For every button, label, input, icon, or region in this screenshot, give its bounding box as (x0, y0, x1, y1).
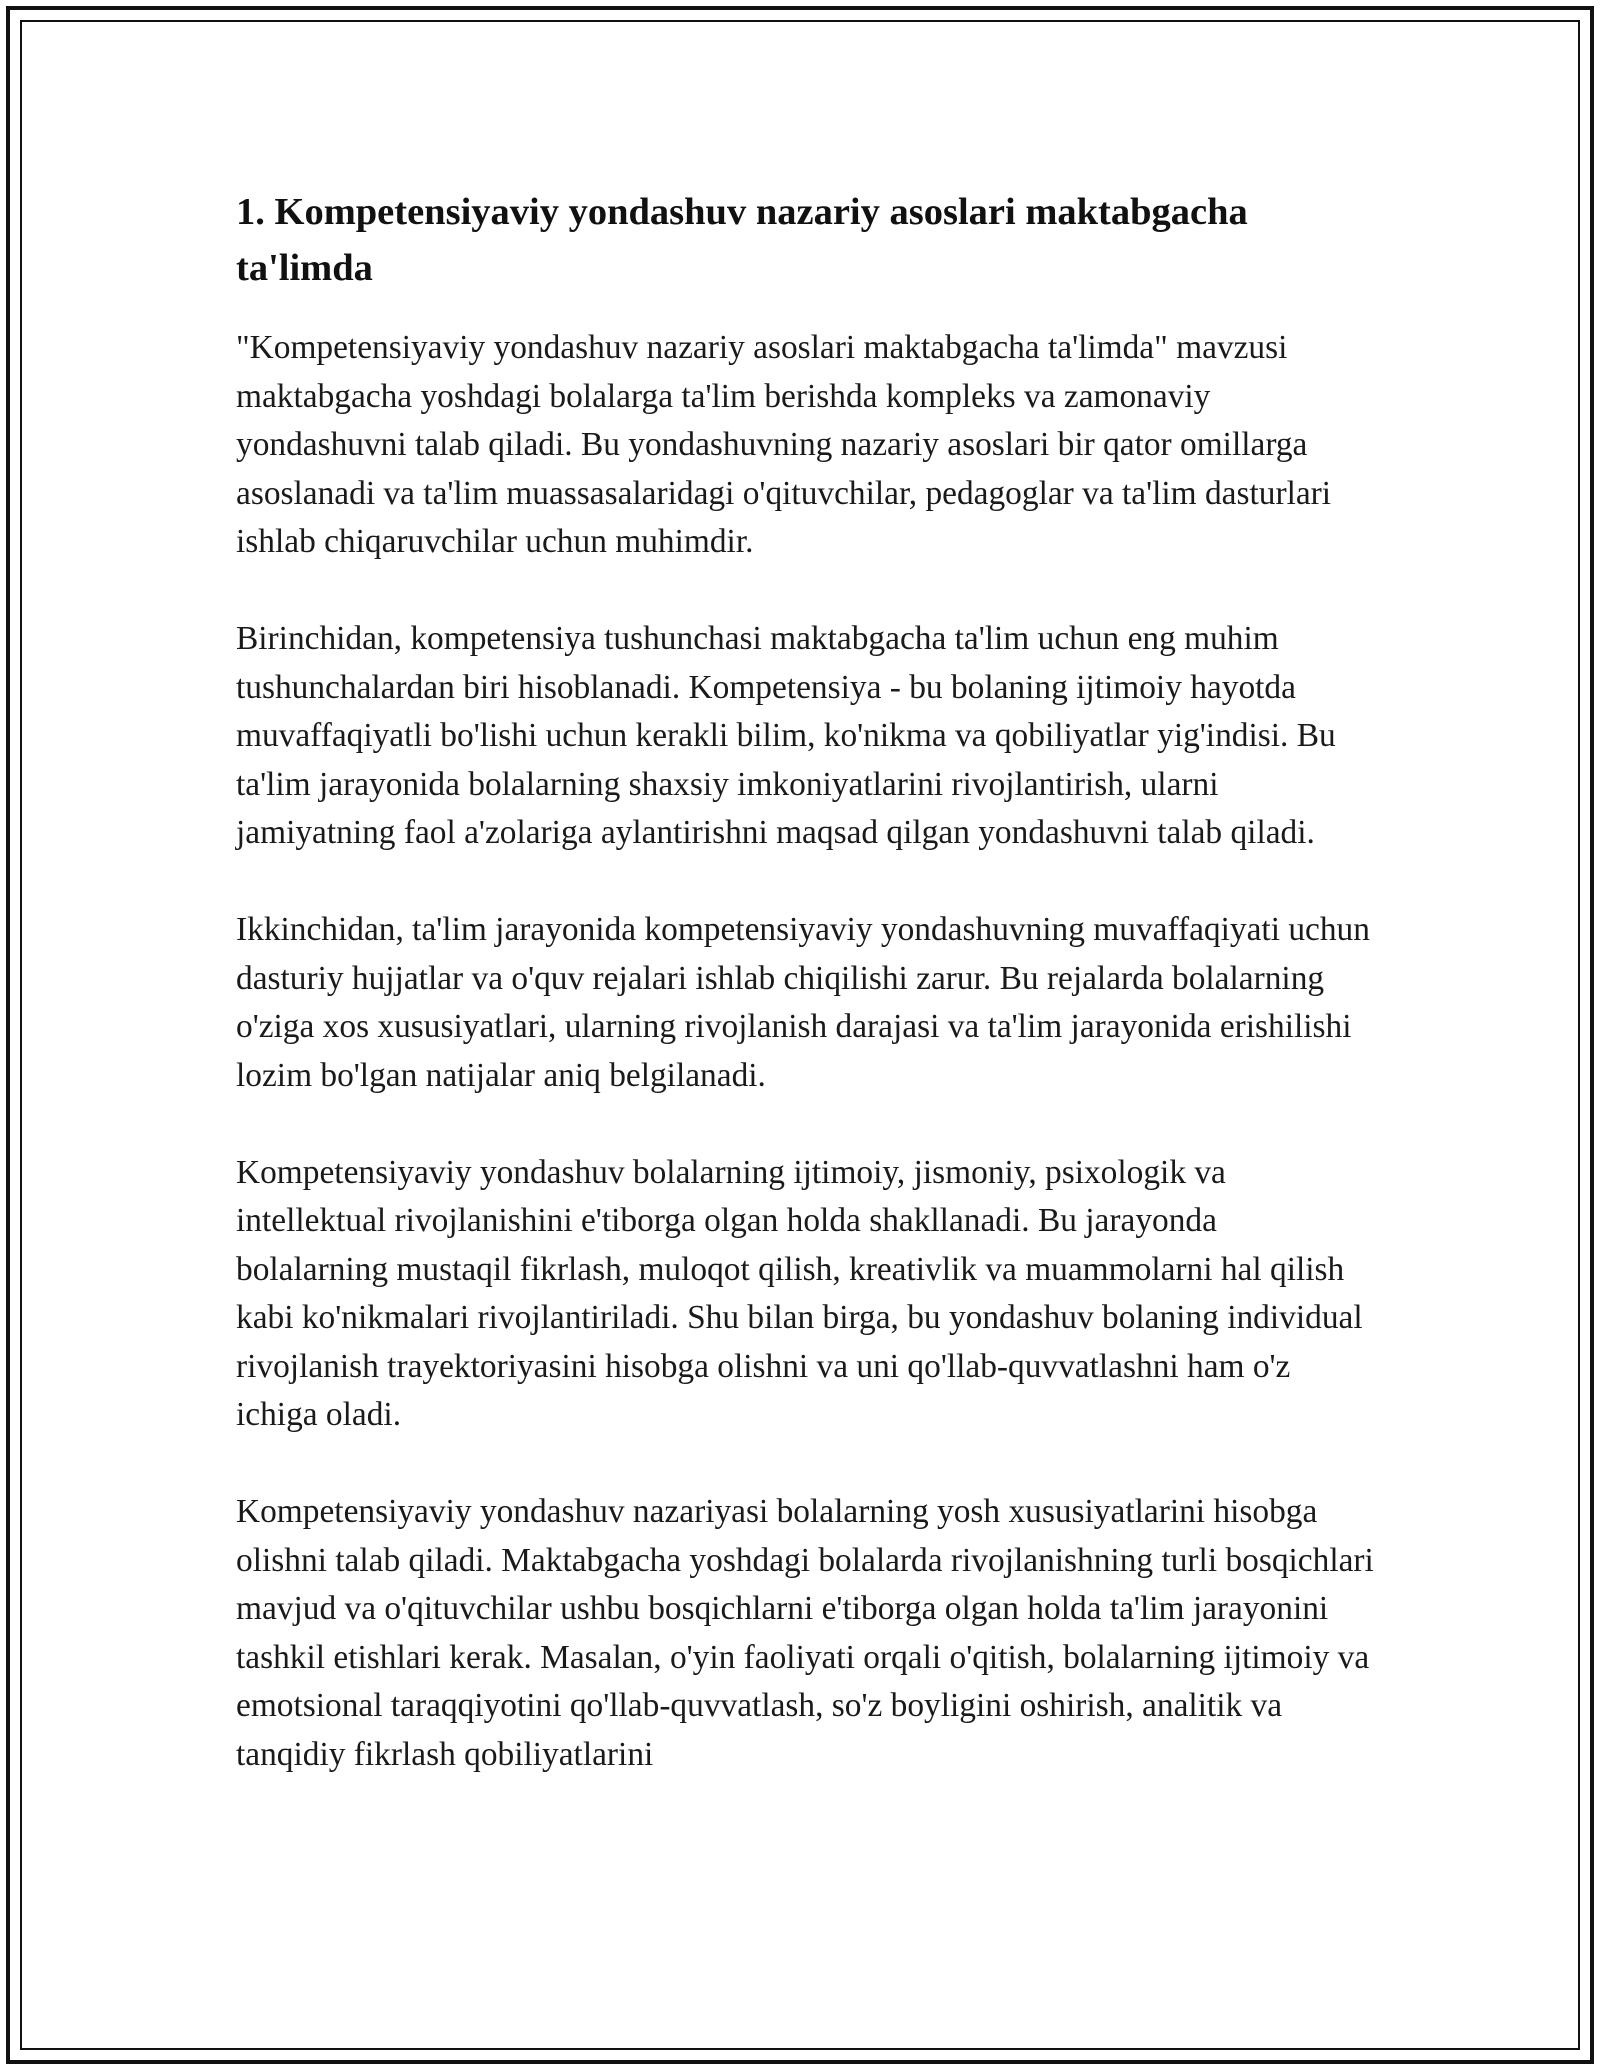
paragraph-first-point: Birinchidan, kompetensiya tushunchasi maktabgacha ta'lim uchun eng muhim tushunchalardan biri hisoblanadi. Kompetensiya - bu bolaning ijtimoiy hayotda muvaffaqiyatli bo'lishi uchun kerakli bilim, ko'nikma va qobiliyatlar yig'indisi. Bu ta'lim jarayonida bolalarning shaxsiy imkoniyatlarini rivojlantirish, ularni jamiyatning faol a'zolariga aylantirishni maqsad qilgan yondashuvni talab qiladi. (236, 620, 1336, 851)
paragraph-age-features: Kompetensiyaviy yondashuv nazariyasi bolalarning yosh xususiyatlarini hisobga olishni talab qiladi. Maktabgacha yoshdagi bolalarda rivojlanishning turli bosqichlari mavjud va o'qituvchilar ushbu bosqichlarni e'tiborga olgan holda ta'lim jarayonini tashkil etishlari kerak. Masalan, o'yin faoliyati orqali o'qitish, bolalarning ijtimoiy va emotsional taraqqiyotini qo'llab-quvvatlash, so'z boyligini oshirish, analitik va tanqidiy fikrlash qobiliyatlarini (236, 1493, 1374, 1773)
paragraph-second-point: Ikkinchidan, ta'lim jarayonida kompetensiyaviy yondashuvning muvaffaqiyati uchun dasturiy hujjatlar va o'quv rejalari ishlab chiqilishi zarur. Bu rejalarda bolalarning o'ziga xos xususiyatlari, ularning rivojlanish darajasi va ta'lim jarayonida erishilishi lozim bo'lgan natijalar aniq belgilanadi. (236, 911, 1370, 1094)
document-body (236, 184, 1376, 1828)
paragraph-development: Kompetensiyaviy yondashuv bolalarning ijtimoiy, jismoniy, psixologik va intellektual rivojlanishini e'tiborga olgan holda shakllanadi. Bu jarayonda bolalarning mustaqil fikrlash, muloqot qilish, kreativlik va muammolarni hal qilish kabi ko'nikmalari rivojlantiriladi. Shu bilan birga, bu yondashuv bolaning individual rivojlanish trayektoriyasini hisobga olishni va uni qo'llab-quvvatlashni ham o'z ichiga oladi. (236, 1153, 1363, 1433)
section-heading: 1. Kompetensiyaviy yondashuv nazariy asoslari maktabgacha ta'limda (236, 191, 1248, 289)
paragraph-intro: "Kompetensiyaviy yondashuv nazariy asoslari maktabgacha ta'limda" mavzusi maktabgacha yoshdagi bolalarga ta'lim berishda kompleks va zamonaviy yondashuvni talab qiladi. Bu yondashuvning nazariy asoslari bir qator omillarga asoslanadi va ta'lim muassasalaridagi o'qituvchilar, pedagoglar va ta'lim dasturlari ishlab chiqaruvchilar uchun muhimdir. (236, 329, 1332, 560)
